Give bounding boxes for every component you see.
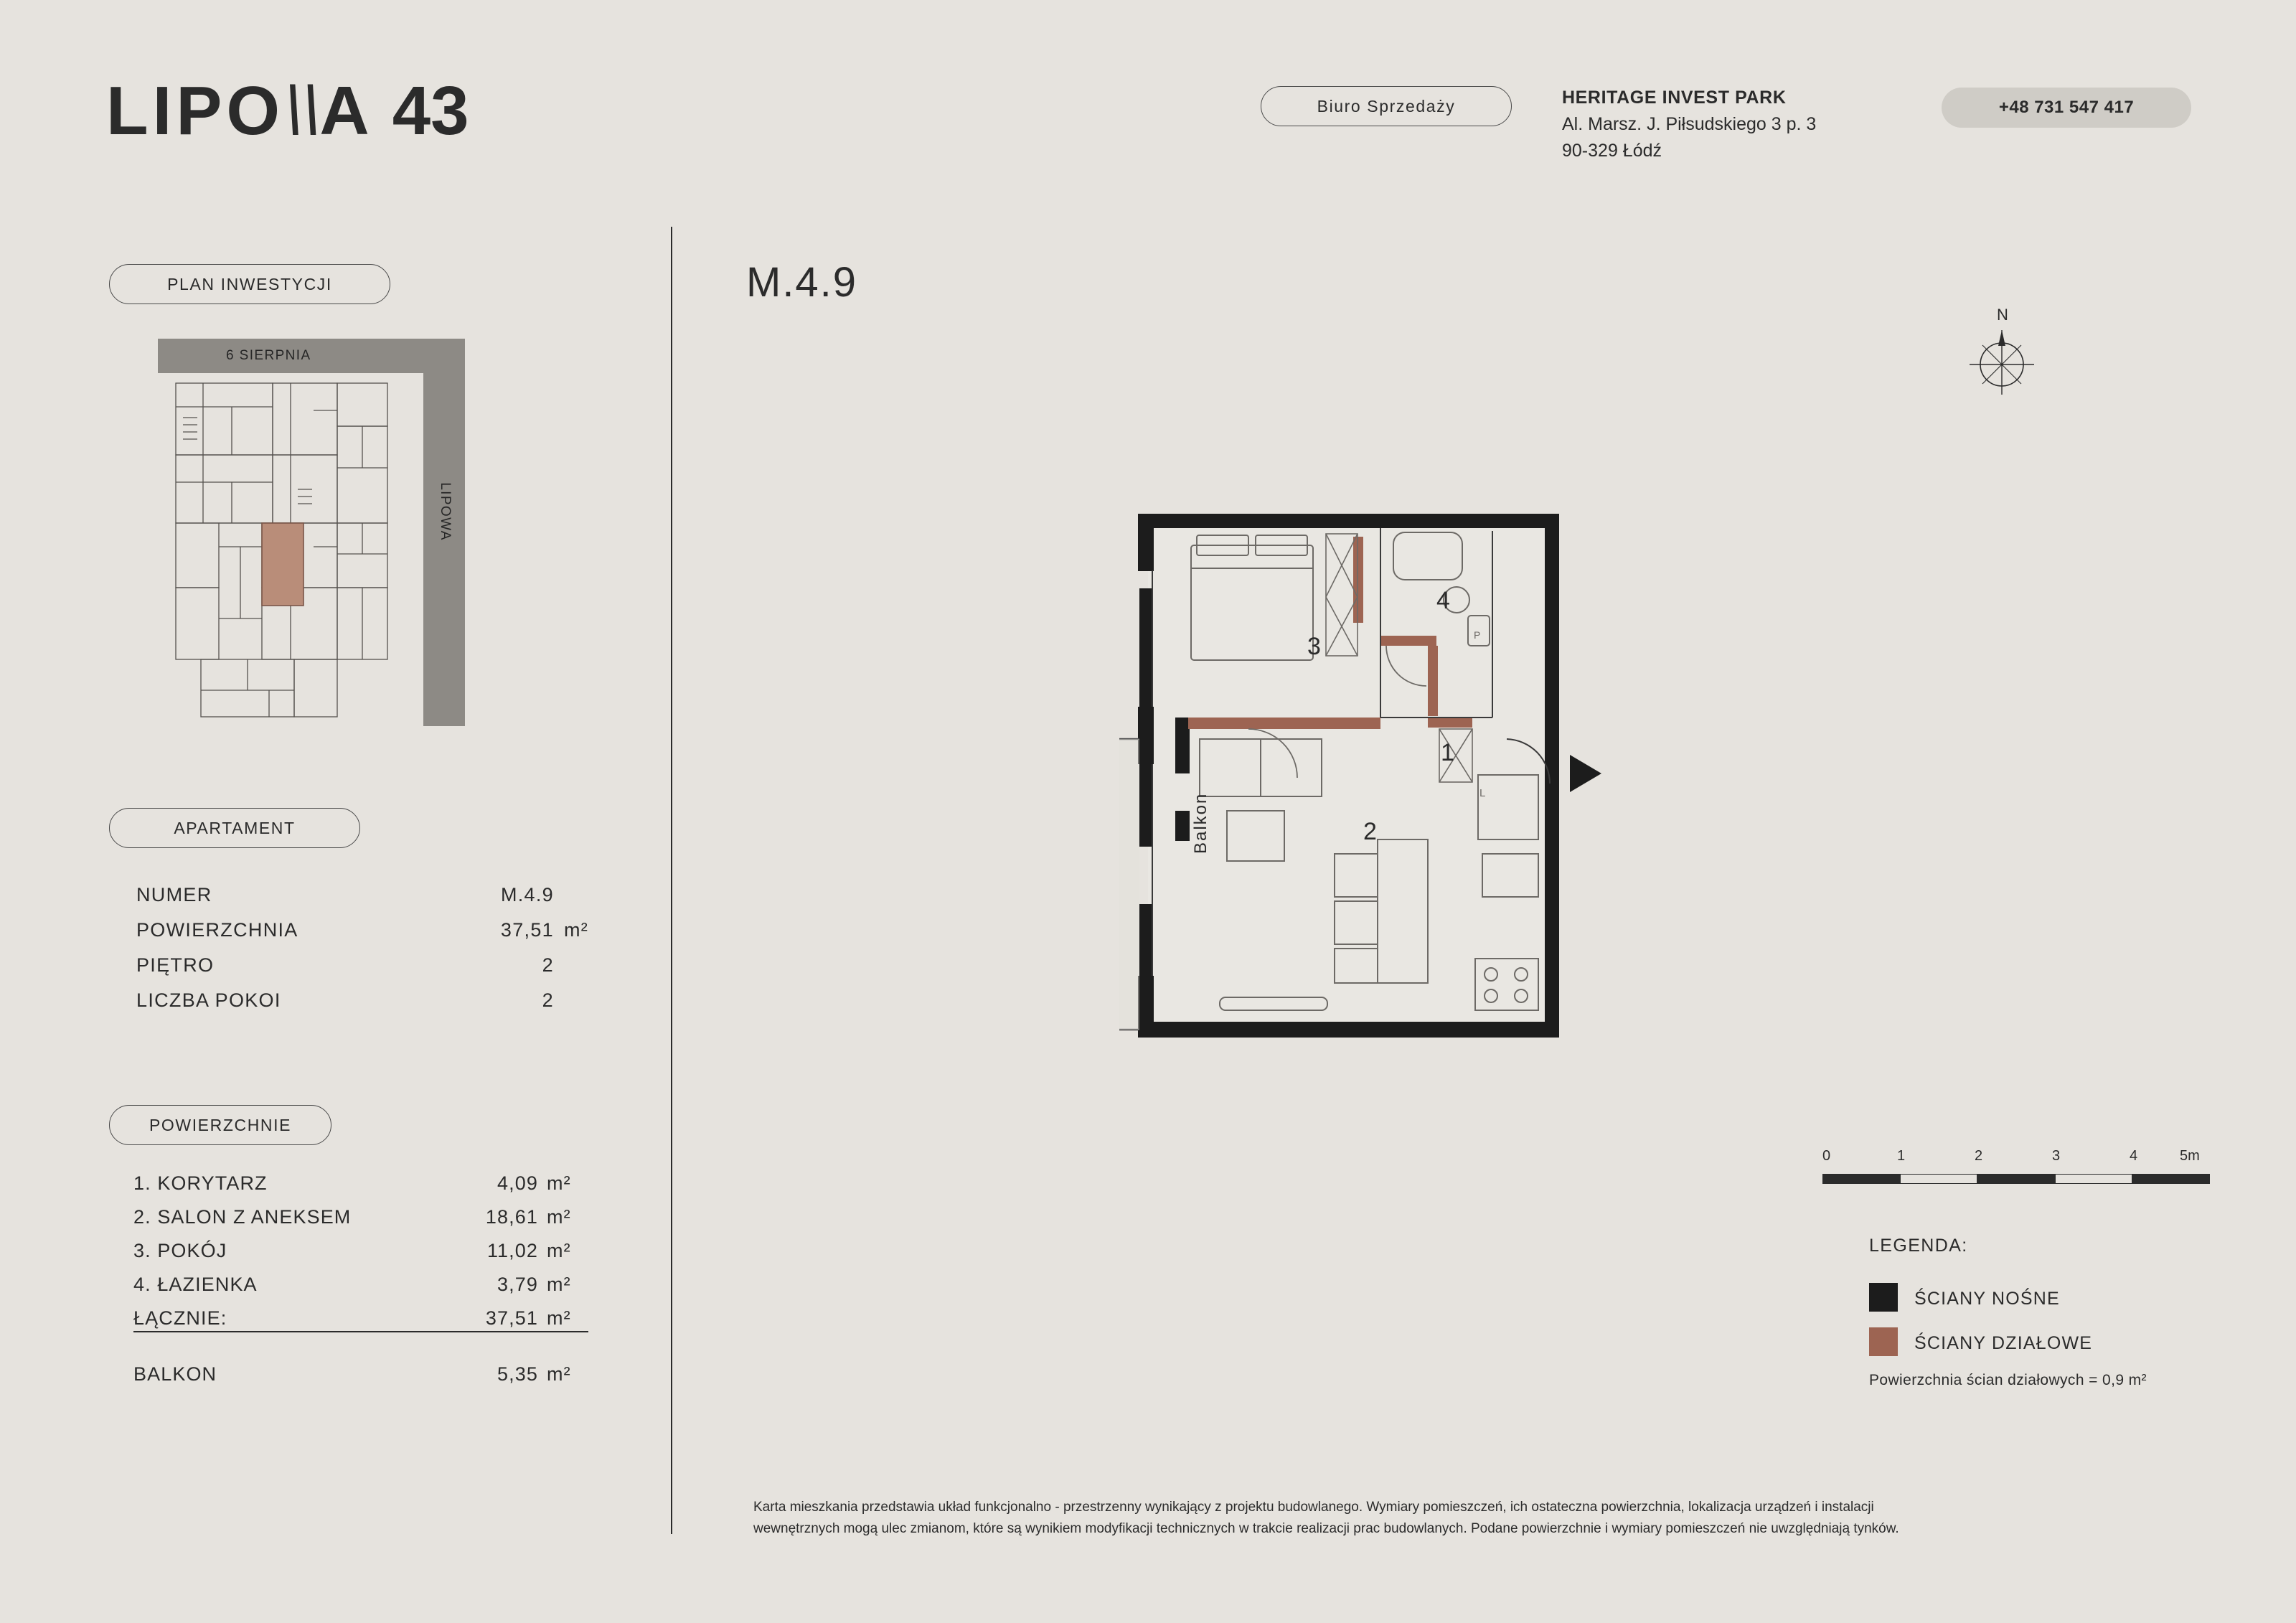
- area-row-unit-1: m²: [547, 1206, 571, 1228]
- legend-swatch-bearing: [1869, 1283, 1898, 1312]
- sales-office-badge[interactable]: Biuro Sprzedaży: [1261, 86, 1512, 126]
- room-number-3: 3: [1307, 633, 1321, 660]
- area-row-label-2: 3. POKÓJ: [133, 1240, 227, 1261]
- scale-end-label: 5m: [2180, 1148, 2200, 1164]
- legend-label-partition: ŚCIANY DZIAŁOWE: [1914, 1333, 2093, 1353]
- apartment-row-label-2: PIĘTRO: [136, 954, 215, 976]
- legend-title: LEGENDA:: [1869, 1236, 1968, 1256]
- area-row-unit-0: m²: [547, 1172, 571, 1194]
- balcony-label: Balkon: [1191, 792, 1210, 854]
- area-row-unit-3: m²: [547, 1274, 571, 1295]
- area-row-value-3: 3,79: [497, 1274, 538, 1295]
- column-divider: [671, 227, 672, 1534]
- page-title: M.4.9: [746, 259, 858, 306]
- apartment-row-label-1: POWIERZCHNIA: [136, 919, 298, 941]
- company-contact: [1562, 85, 1816, 164]
- room-number-4: 4: [1436, 587, 1450, 614]
- legend-swatch-partition: [1869, 1327, 1898, 1356]
- footer-line-1: Karta mieszkania przedstawia układ funkcjonalno - przestrzenny wynikający z projektu budowlanego. Wymiary pomieszczeń, ich ostateczna powierzchnia, lokalizacja urządzeń i instalacji: [753, 1500, 1874, 1515]
- company-address-line-2: 90-329 Łódź: [1562, 141, 1662, 161]
- compass-rose: [1962, 306, 2041, 395]
- areas-divider: [133, 1331, 588, 1332]
- scale-tick-0: 0: [1822, 1148, 1831, 1164]
- svg-text:L: L: [1479, 787, 1486, 799]
- area-row-label-0: 1. KORYTARZ: [133, 1172, 268, 1194]
- legend-label-bearing: ŚCIANY NOŚNE: [1914, 1289, 2060, 1309]
- company-name: HERITAGE INVEST PARK: [1562, 88, 1787, 108]
- logo-w-glyph: \\: [276, 72, 328, 149]
- site-plan: [147, 339, 477, 740]
- apartment-row-label-3: LICZBA POKOI: [136, 989, 281, 1011]
- logo-text-mid: A: [319, 72, 374, 149]
- area-total-label: ŁĄCZNIE:: [133, 1307, 227, 1329]
- footer-disclaimer: [753, 1497, 2138, 1540]
- apartment-row-value-2: 2: [542, 954, 554, 976]
- areas-badge: POWIERZCHNIE: [109, 1105, 331, 1145]
- investment-plan-badge: PLAN INWESTYCJI: [109, 264, 390, 304]
- street-name-top: 6 SIERPNIA: [226, 348, 311, 363]
- balcony-row-value: 5,35: [497, 1363, 538, 1385]
- area-row-unit-2: m²: [547, 1240, 571, 1261]
- entrance-arrow-icon: [1570, 755, 1601, 792]
- apartment-row-value-0: M.4.9: [500, 884, 554, 905]
- room-number-1: 1: [1441, 739, 1454, 766]
- apartment-row-value-1: 37,51: [500, 919, 554, 941]
- scale-bar-graphic: [1822, 1174, 2210, 1184]
- logo-number: 43: [392, 72, 469, 149]
- area-total-value: 37,51: [485, 1307, 538, 1329]
- area-row-label-1: 2. SALON Z ANEKSEM: [133, 1206, 352, 1228]
- area-row-label-3: 4. ŁAZIENKA: [133, 1274, 258, 1295]
- area-row-value-1: 18,61: [485, 1206, 538, 1228]
- scale-bar: [1822, 1148, 2210, 1191]
- area-row-value-0: 4,09: [497, 1172, 538, 1194]
- apartment-row-unit-1: m²: [564, 919, 589, 941]
- legend-note: Powierzchnia ścian działowych = 0,9 m²: [1869, 1372, 2147, 1388]
- company-address-line-1: Al. Marsz. J. Piłsudskiego 3 p. 3: [1562, 114, 1817, 134]
- compass-north-label: N: [1997, 306, 2008, 324]
- street-name-right: LIPOWA: [438, 482, 453, 541]
- svg-text:P: P: [1474, 629, 1481, 641]
- phone-badge[interactable]: +48 731 547 417: [1942, 88, 2191, 128]
- balcony-row-unit: m²: [547, 1363, 571, 1385]
- site-plan-drawing: [147, 339, 477, 740]
- area-total-unit: m²: [547, 1307, 571, 1329]
- scale-tick-4: 4: [2130, 1148, 2138, 1164]
- balcony-row-label: BALKON: [133, 1363, 217, 1385]
- footer-line-2: wewnętrznych mogą ulec zmianom, które są wynikiem modyfikacji technicznych w trakcie realizacji prac budowlanych. Podane powierzchnie i wymiary pomieszczeń nie uwzględniają tynków.: [753, 1521, 1899, 1536]
- scale-tick-2: 2: [1975, 1148, 1983, 1164]
- area-row-value-2: 11,02: [486, 1240, 538, 1261]
- apartment-row-label-0: NUMER: [136, 884, 212, 905]
- logo-text-left: LIPO: [106, 72, 285, 149]
- brand-logo: [106, 72, 469, 151]
- room-number-2: 2: [1363, 818, 1377, 845]
- scale-tick-3: 3: [2052, 1148, 2061, 1164]
- scale-tick-1: 1: [1897, 1148, 1906, 1164]
- apartment-badge: APARTAMENT: [109, 808, 360, 848]
- apartment-row-value-3: 2: [542, 989, 554, 1011]
